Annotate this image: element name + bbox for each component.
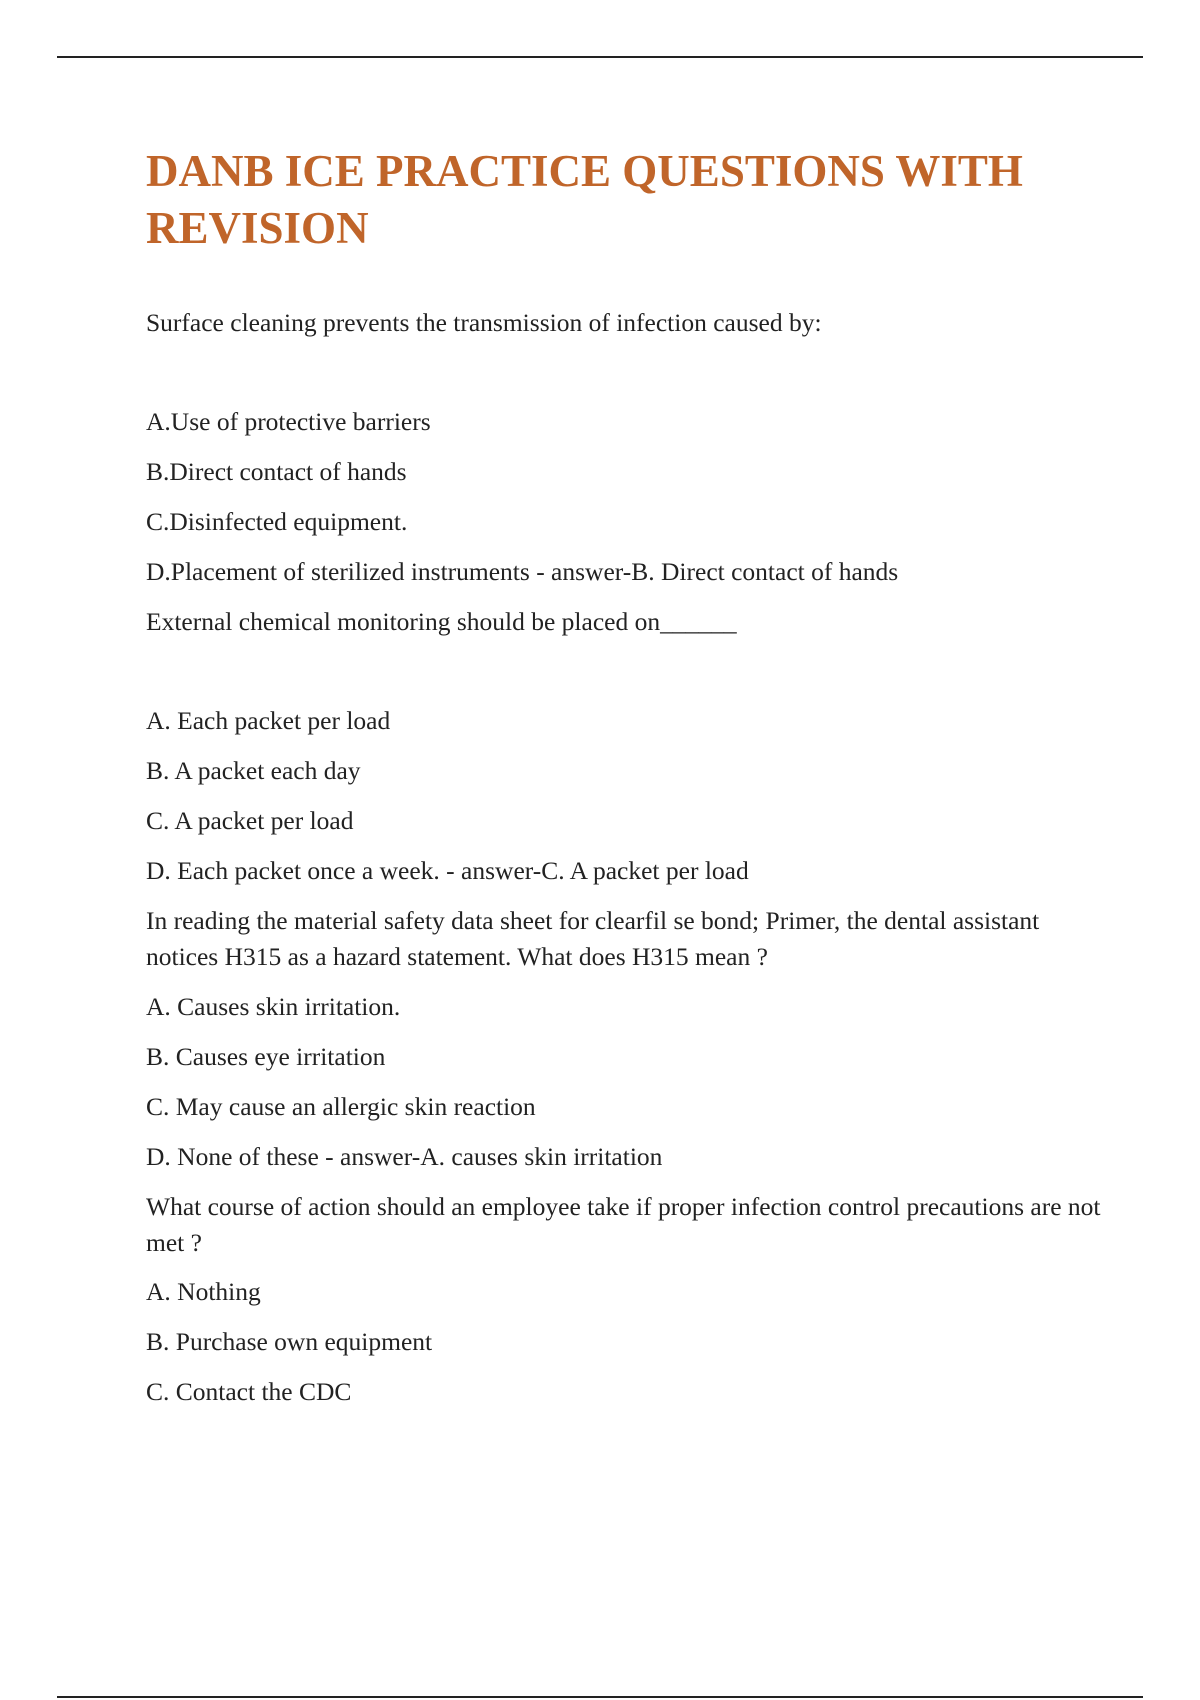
answer-option: C.Disinfected equipment. [146,507,408,536]
answer-option: A. Causes skin irritation. [146,992,401,1021]
question-2 [146,604,1106,889]
answer-option: C. A packet per load [146,806,354,835]
answer-option: B. Purchase own equipment [146,1327,433,1356]
question-4 [146,1189,1106,1410]
answer-option: D.Placement of sterilized instruments - answer-B. Direct contact of hands [146,557,899,586]
question-stem: What course of action should an employee take if proper infection control precautions are not met ? [146,1192,1101,1257]
answer-option: B. Causes eye irritation [146,1042,386,1071]
answer-option: D. Each packet once a week. - answer-C. A packet per load [146,856,749,885]
question-stem: In reading the material safety data sheet for clearfil se bond; Primer, the dental assistant notices H315 as a hazard statement. What does H315 mean ? [146,906,1040,971]
question-3 [146,903,1106,1175]
header-rule [57,56,1143,58]
document-title: DANB ICE PRACTICE QUESTIONS WITH REVISION [146,146,1023,253]
document-body [146,143,1106,1424]
answer-options [146,404,1106,590]
question-stem: External chemical monitoring should be placed on______ [146,607,737,636]
answer-option: C. Contact the CDC [146,1377,352,1406]
answer-option: A. Each packet per load [146,706,391,735]
answer-option: A. Nothing [146,1277,261,1306]
answer-option: D. None of these - answer-A. causes skin irritation [146,1142,663,1171]
answer-options [146,703,1106,889]
footer-rule [57,1696,1143,1698]
answer-options [146,1274,1106,1410]
answer-options [146,989,1106,1175]
answer-option: A.Use of protective barriers [146,407,431,436]
question-1 [146,305,1106,590]
answer-option: C. May cause an allergic skin reaction [146,1092,536,1121]
answer-option: B.Direct contact of hands [146,457,407,486]
answer-option: B. A packet each day [146,756,361,785]
question-stem: Surface cleaning prevents the transmission of infection caused by: [146,308,822,337]
